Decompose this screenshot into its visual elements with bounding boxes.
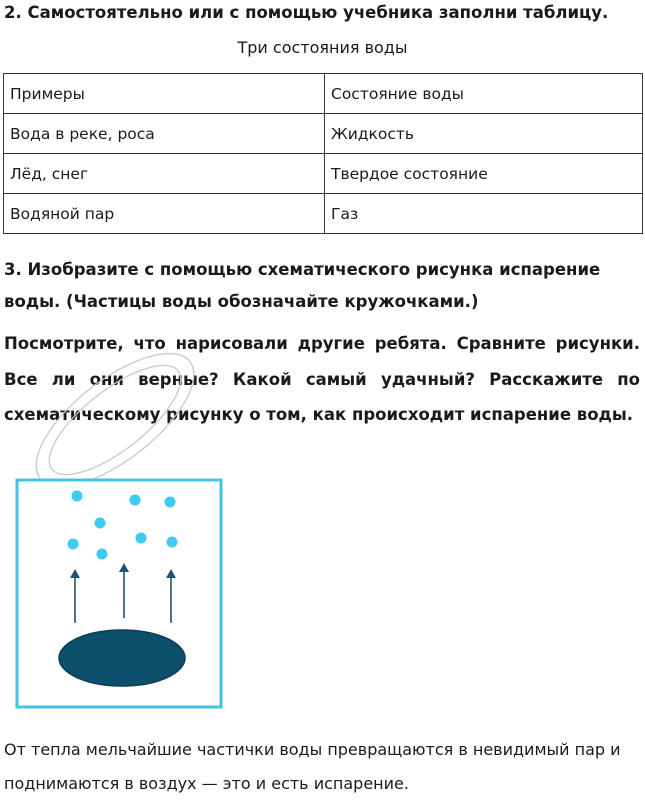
cell-state: Жидкость xyxy=(325,114,643,154)
answer-text: От тепла мельчайшие частички воды превращаются в невидимый пар и поднимаются в воздух — это и есть испарение. xyxy=(4,740,621,793)
water-states-table xyxy=(3,73,643,234)
water-particle xyxy=(130,495,141,506)
water-particle xyxy=(68,539,79,550)
table-row xyxy=(4,114,643,154)
water-particle xyxy=(95,518,106,529)
cell-example: Вода в реке, роса xyxy=(4,114,325,154)
water-puddle xyxy=(59,630,185,686)
table-caption: Три состояния воды xyxy=(237,38,408,57)
evaporation-drawing xyxy=(15,478,223,710)
table-row xyxy=(4,154,643,194)
water-particle xyxy=(167,537,178,548)
cell-example: Водяной пар xyxy=(4,194,325,234)
water-particle xyxy=(97,549,108,560)
table-header-row xyxy=(4,74,643,114)
task-3-heading: 3. Изобразите с помощью схематического рисунка испарение воды. (Частицы воды обозначайте кружочками.) xyxy=(4,260,601,311)
water-particle xyxy=(136,533,147,544)
table-row xyxy=(4,194,643,234)
cell-example: Лёд, снег xyxy=(4,154,325,194)
water-particle xyxy=(165,497,176,508)
task-2-heading: 2. Самостоятельно или с помощью учебника заполни таблицу. xyxy=(4,3,609,22)
column-header-examples: Примеры xyxy=(4,74,325,114)
column-header-state: Состояние воды xyxy=(325,74,643,114)
cell-state: Газ xyxy=(325,194,643,234)
water-particle xyxy=(72,491,83,502)
task-3-prompt: Посмотрите, что нарисовали другие ребята. Сравните рисунки. Все ли они верные? Какой самый удачный? Расскажите по схематическому рисунку о том, как происходит испарение воды. xyxy=(4,334,640,424)
cell-state: Твердое состояние xyxy=(325,154,643,194)
